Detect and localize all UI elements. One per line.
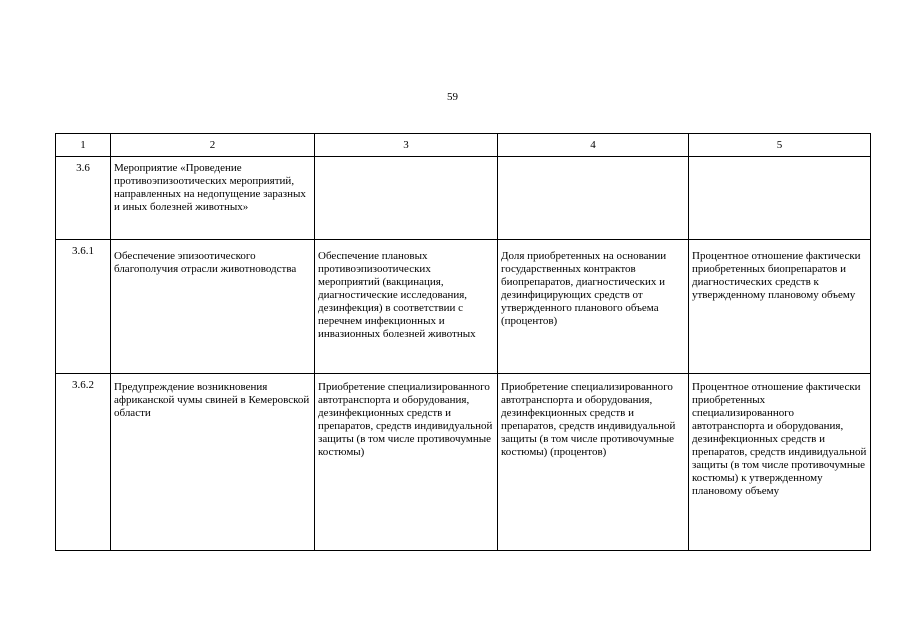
table-row <box>56 374 871 551</box>
row-number: 3.6.1 <box>56 240 111 374</box>
cell-activity: Обеспечение эпизоотического благополучия отрасли животноводства <box>111 240 315 374</box>
page-number: 59 <box>447 91 458 103</box>
row-number: 3.6 <box>56 157 111 240</box>
header-cell-5: 5 <box>689 134 871 157</box>
table-row <box>56 157 871 240</box>
header-cell-1: 1 <box>56 134 111 157</box>
cell-col4: Приобретение специализированного автотранспорта и оборудования, дезинфекционных средств и препаратов, средств индивидуальной защиты (в том числе противочумные костюмы) (процентов) <box>498 374 689 551</box>
table-header-row <box>56 134 871 157</box>
cell-activity: Предупреждение возникновения африканской чумы свиней в Кемеровской области <box>111 374 315 551</box>
cell-col5 <box>689 157 871 240</box>
cell-col3: Приобретение специализированного автотранспорта и оборудования, дезинфекционных средств и препаратов, средств индивидуальной защиты (в том числе противочумные костюмы) <box>315 374 498 551</box>
table-row <box>56 240 871 374</box>
document-table <box>55 133 871 551</box>
cell-col5: Процентное отношение фактически приобретенных специализированного автотранспорта и оборудования, дезинфекционных средств и препаратов, средств индивидуальной защиты (в том числе противочумные костюмы) к утвержденному плановому объему <box>689 374 871 551</box>
cell-col4 <box>498 157 689 240</box>
header-cell-2: 2 <box>111 134 315 157</box>
cell-activity: Мероприятие «Проведение противоэпизоотических мероприятий, направленных на недопущение заразных и иных болезней животных» <box>111 157 315 240</box>
cell-col4: Доля приобретенных на основании государственных контрактов биопрепаратов, диагностических и дезинфицирующих средств от утвержденного планового объема (процентов) <box>498 240 689 374</box>
cell-col3: Обеспечение плановых противоэпизоотических мероприятий (вакцинация, диагностические исследования, дезинфекция) в соответствии с перечнем инфекционных и инвазионных болезней животных <box>315 240 498 374</box>
header-cell-4: 4 <box>498 134 689 157</box>
row-number: 3.6.2 <box>56 374 111 551</box>
cell-col5: Процентное отношение фактически приобретенных биопрепаратов и диагностических средств к утвержденному плановому объему <box>689 240 871 374</box>
cell-col3 <box>315 157 498 240</box>
header-cell-3: 3 <box>315 134 498 157</box>
